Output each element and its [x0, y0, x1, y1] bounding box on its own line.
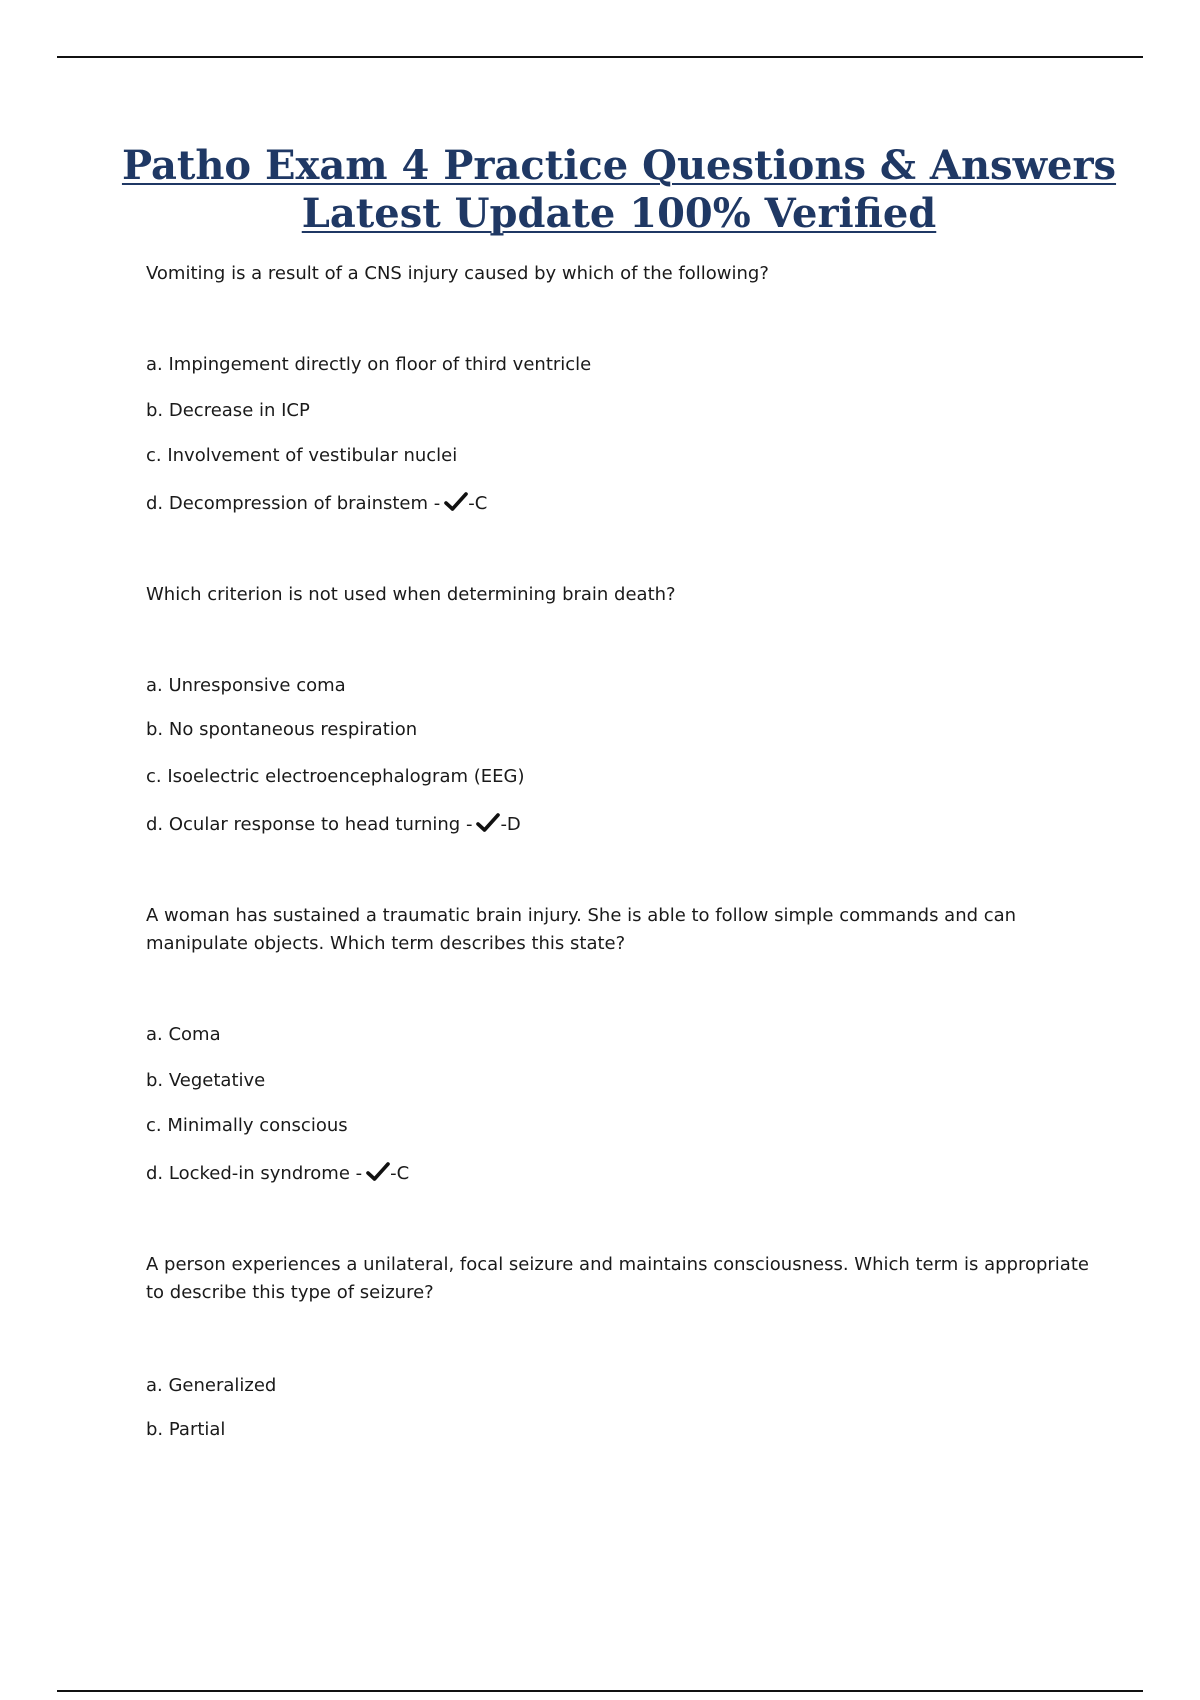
question-1-option-d-text: d. Decompression of brainstem -	[146, 493, 441, 514]
question-3-answer: -C	[390, 1163, 410, 1184]
question-2-text: Which criterion is not used when determining brain death?	[146, 584, 676, 605]
question-4-option-b: b. Partial	[146, 1419, 226, 1440]
question-2-option-d-text: d. Ocular response to head turning -	[146, 814, 473, 835]
question-2-option-d	[146, 813, 521, 837]
document-title	[0, 142, 1200, 238]
question-2-answer: -D	[500, 814, 521, 835]
title-line-2: Latest Update 100% Verified	[301, 190, 937, 237]
question-1-option-d	[146, 492, 487, 516]
question-2-option-b: b. No spontaneous respiration	[146, 719, 418, 740]
question-4-text: A person experiences a unilateral, focal seizure and maintains consciousness. Which term is appropriate to describe this type of seizure?	[146, 1254, 1089, 1303]
check-mark-icon	[444, 492, 468, 512]
question-3-option-c: c. Minimally conscious	[146, 1115, 348, 1136]
question-1-text: Vomiting is a result of a CNS injury caused by which of the following?	[146, 263, 769, 284]
question-3-option-d	[146, 1162, 409, 1186]
question-1-answer: -C	[468, 493, 488, 514]
question-3-option-b: b. Vegetative	[146, 1070, 266, 1091]
question-2-option-c: c. Isoelectric electroencephalogram (EEG)	[146, 766, 525, 787]
question-2-option-a: a. Unresponsive coma	[146, 675, 346, 696]
check-mark-icon	[366, 1162, 390, 1182]
check-mark-icon	[476, 813, 500, 833]
question-1-option-c: c. Involvement of vestibular nuclei	[146, 445, 458, 466]
question-1-option-a: a. Impingement directly on floor of third ventricle	[146, 354, 592, 375]
header-rule	[57, 56, 1143, 58]
question-4-option-a: a. Generalized	[146, 1375, 277, 1396]
question-3-option-d-text: d. Locked-in syndrome -	[146, 1163, 363, 1184]
footer-rule	[57, 1690, 1143, 1692]
question-3-text: A woman has sustained a traumatic brain injury. She is able to follow simple commands and can manipulate objects. Which term describes this state?	[146, 905, 1017, 954]
title-line-1: Patho Exam 4 Practice Questions & Answers	[121, 142, 1117, 189]
question-3-option-a: a. Coma	[146, 1024, 221, 1045]
question-1-option-b: b. Decrease in ICP	[146, 400, 310, 421]
